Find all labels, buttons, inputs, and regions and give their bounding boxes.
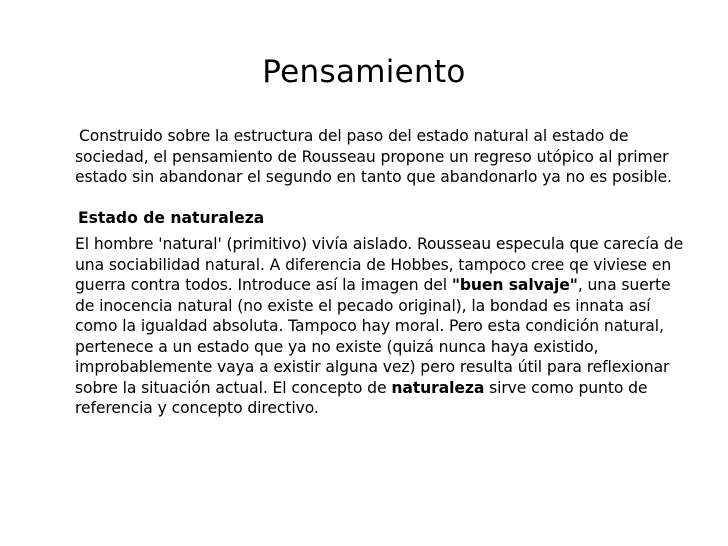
main-text-part-3: sirve como punto de referencia y concepto directivo. xyxy=(75,378,648,417)
slide-body xyxy=(75,126,687,419)
section-heading: Estado de naturaleza xyxy=(78,208,265,227)
intro-paragraph: Construido sobre la estructura del paso del estado natural al estado de sociedad, el pensamiento de Rousseau propone un regreso utópico al primer estado sin abandonar el segundo en tanto que abandonarlo ya no es posible. xyxy=(75,127,672,186)
bold-term-naturaleza: naturaleza xyxy=(391,378,485,397)
main-text-part-1: El hombre 'natural' (primitivo) vivía aislado. Rousseau especula que carecía de una sociabilidad natural. A diferencia de Hobbes, tampoco cree qe viviese en guerra contra todos. Introduce así la imagen del xyxy=(75,235,684,294)
main-paragraph xyxy=(75,234,687,419)
bold-term-buen-salvaje: "buen salvaje" xyxy=(451,276,578,294)
main-text-part-2: , una suerte de inocencia natural (no existe el pecado original), la bondad es innata así como la igualdad absoluta. Tampoco hay moral. Pero esta condición natural, pertenece a un estado que ya no existe (quizá nunca haya existido, improbablemente vaya a existir alguna vez) pero resulta útil para reflexionar sobre la situación actual. El concepto de xyxy=(75,276,671,397)
slide-title: Pensamiento xyxy=(262,54,466,90)
